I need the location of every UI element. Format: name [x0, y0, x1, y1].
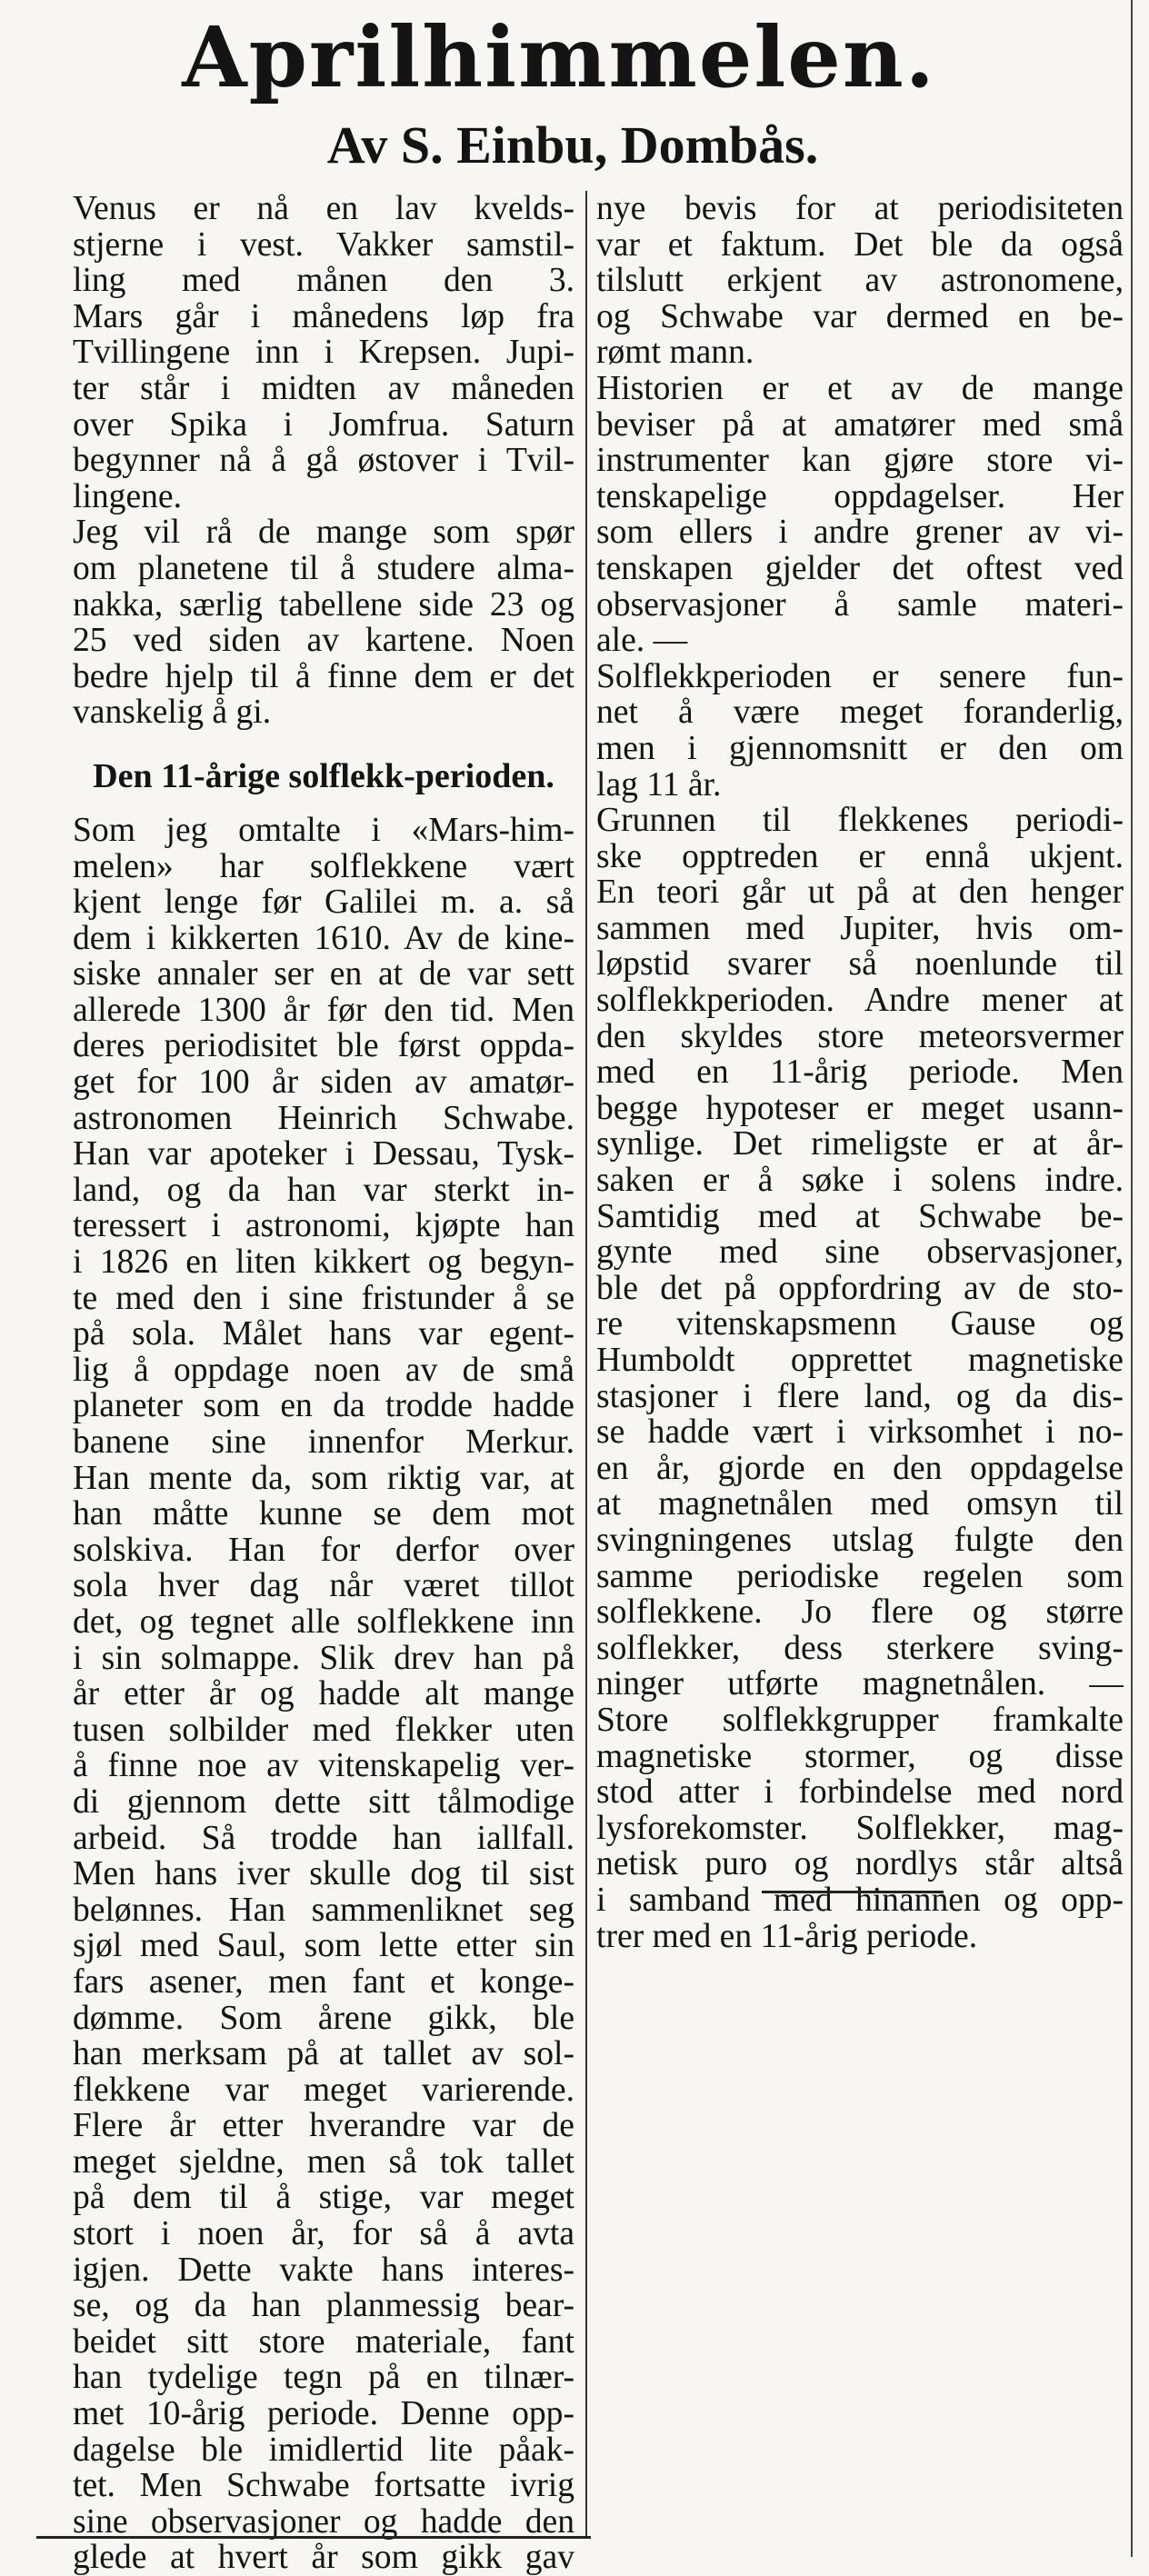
text-line: tet. Men Schwabe fortsatte ivrig [73, 2468, 574, 2504]
text-line: lig å oppdage noen av de små [73, 1352, 574, 1389]
text-line: deres periodisitet ble først oppda- [73, 1028, 574, 1065]
text-line: glede at hvert år som gikk gav [73, 2540, 574, 2576]
text-line: ninger utførte magnetnålen. — [596, 1666, 1124, 1702]
article-column-left [73, 191, 574, 2576]
text-line: tilslutt erkjent av astronomene, [596, 263, 1124, 299]
text-line: gynte med sine observasjoner, [596, 1234, 1124, 1271]
end-rule-right [762, 1891, 944, 1893]
text-line: Grunnen til flekkenes periodi- [596, 803, 1124, 839]
text-line: han tydelige tegn på en tilnær- [73, 2360, 574, 2397]
text-line: se hadde vært i virksomhet i no- [596, 1414, 1124, 1451]
text-line: teressert i astronomi, kjøpte han [73, 1208, 574, 1245]
section-subheading: Den 11-årige solflekk-perioden. [93, 756, 555, 795]
text-line: get for 100 år siden av amatør- [73, 1064, 574, 1101]
text-line: stjerne i vest. Vakker samstil- [73, 226, 574, 264]
text-line: og Schwabe var dermed en be- [596, 298, 1124, 335]
text-line: Humboldt opprettet magnetiske [596, 1343, 1124, 1379]
text-line: Historien er et av de mange [596, 370, 1124, 407]
page-edge-rule [1131, 0, 1133, 2557]
text-line: stod atter i forbindelse med nord [596, 1774, 1124, 1811]
text-line: instrumenter kan gjøre store vi- [596, 443, 1124, 479]
text-line: i sin solmappe. Slik drev han på [73, 1640, 574, 1677]
text-line: på dem til å stige, var meget [73, 2180, 574, 2217]
text-line: solflekkperioden. Andre mener at [596, 983, 1124, 1019]
text-line: år etter år og hadde alt mange [73, 1676, 574, 1712]
text-line: allerede 1300 år før den tid. Men [73, 992, 574, 1029]
text-line: solflekker, dess sterkere sving- [596, 1630, 1124, 1667]
text-line: i samband med hinannen og opp- [596, 1882, 1124, 1919]
text-line: som ellers i andre grener av vi- [596, 514, 1124, 551]
text-line: Jeg vil rå de mange som spør [73, 514, 574, 551]
text-line: ble det på oppfordring av de sto- [596, 1270, 1124, 1307]
text-line: te med den i sine fristunder å se [73, 1280, 574, 1317]
text-line: dømme. Som årene gikk, ble [73, 2000, 574, 2037]
text-line: han måtte kunne se dem mot [73, 1496, 574, 1533]
text-line: siske annaler ser en at de var sett [73, 956, 574, 993]
text-line: belønnes. Han sammenliknet seg [73, 1892, 574, 1929]
text-line: tenskapelige oppdagelser. Her [596, 478, 1124, 515]
text-line: Han mente da, som riktig var, at [73, 1460, 574, 1497]
text-line: på sola. Målet hans var egent- [73, 1316, 574, 1353]
text-line: observasjoner å samle materi- [596, 586, 1124, 624]
text-line: planeter som en da trodde hadde [73, 1388, 574, 1424]
end-rule-left [36, 2536, 591, 2539]
text-line: beviser på at amatører med små [596, 406, 1124, 444]
text-line: lysforekomster. Solflekker, mag- [596, 1810, 1124, 1847]
text-line: dagelse ble imidlertid lite påak- [73, 2431, 574, 2469]
text-line: var et faktum. Det ble da også [596, 226, 1124, 264]
article-column-right [596, 191, 1124, 1954]
text-line: land, og da han var sterkt in- [73, 1172, 574, 1209]
text-line: di gjennom dette sitt tålmodige [73, 1783, 574, 1821]
text-line: ling med månen den 3. [73, 263, 574, 299]
text-line: om planetene til å studere alma- [73, 550, 574, 587]
text-line: med en 11-årig periode. Men [596, 1054, 1124, 1091]
text-line: løpstid svarer så noenlunde til [596, 946, 1124, 983]
text-line: En teori går ut på at den henger [596, 874, 1124, 911]
column-divider [585, 191, 587, 2536]
text-line: 25 ved siden av kartene. Noen [73, 623, 574, 659]
text-line: sola hver dag når været tillot [73, 1568, 574, 1604]
text-line: det, og tegnet alle solflekkene inn [73, 1603, 574, 1641]
text-line: kjent lenge før Galilei m. a. så [73, 884, 574, 921]
continued-text [596, 191, 1124, 1954]
text-line: bedre hjelp til å finne dem er det [73, 658, 574, 695]
text-line: Han var apoteker i Dessau, Tysk- [73, 1136, 574, 1173]
text-line: begge hypoteser er meget usann- [596, 1090, 1124, 1127]
intro-text [73, 191, 574, 731]
text-line: netisk puro og nordlys står altså [596, 1846, 1124, 1882]
text-line: sine observasjoner og hadde den [73, 2503, 574, 2541]
text-line: vanskelig å gi. [73, 694, 272, 731]
text-line: dem i kikkerten 1610. Av de kine- [73, 920, 574, 957]
text-line: magnetiske stormer, og disse [596, 1738, 1124, 1775]
text-line: re vitenskapsmenn Gause og [596, 1306, 1124, 1343]
text-line: tenskapen gjelder det oftest ved [596, 550, 1124, 587]
text-line: Men hans iver skulle dog til sist [73, 1856, 574, 1892]
text-line: Flere år etter hverandre var de [73, 2108, 574, 2144]
text-line: Mars går i månedens løp fra [73, 298, 574, 335]
text-line: net å være meget foranderlig, [596, 694, 1124, 731]
text-line: sjøl med Saul, som lette etter sin [73, 1928, 574, 1964]
text-line: saken er å søke i solens indre. [596, 1163, 1124, 1199]
text-line: ske opptreden er ennå ukjent. [596, 838, 1124, 875]
text-line: Venus er nå en lav kvelds- [73, 191, 574, 227]
text-line: Tvillingene inn i Krepsen. Jupi- [73, 334, 574, 371]
text-line: fars asener, men fant et konge- [73, 1963, 574, 2001]
text-line: meget sjeldne, men så tok tallet [73, 2143, 574, 2181]
text-line: stasjoner i flere land, og da dis- [596, 1378, 1124, 1415]
text-line: begynner nå å gå østover i Tvil- [73, 443, 574, 479]
text-line: met 10-årig periode. Denne opp- [73, 2396, 574, 2432]
text-line: over Spika i Jomfrua. Saturn [73, 406, 574, 444]
text-line: solflekkene. Jo flere og større [596, 1594, 1124, 1631]
text-line: lag 11 år. [596, 766, 722, 804]
text-line: Som jeg omtalte i «Mars-him- [73, 812, 574, 849]
text-line: Store solflekkgrupper framkalte [596, 1702, 1124, 1739]
text-line: banene sine innenfor Merkur. [73, 1424, 574, 1461]
text-line: rømt mann. [596, 334, 754, 371]
article-title: Aprilhimmelen. [182, 8, 936, 106]
text-line: melen» har solflekkene vært [73, 848, 574, 885]
text-line: stort i noen år, for så å avta [73, 2216, 574, 2252]
text-line: nakka, særlig tabellene side 23 og [73, 586, 574, 624]
text-line: astronomen Heinrich Schwabe. [73, 1100, 574, 1137]
text-line: tusen solbilder med flekker uten [73, 1712, 574, 1749]
text-line: en år, gjorde en den oppdagelse [596, 1450, 1124, 1487]
text-line: arbeid. Så trodde han iallfall. [73, 1820, 574, 1857]
text-line: lingene. [73, 478, 183, 515]
text-line: at magnetnålen med omsyn til [596, 1486, 1124, 1523]
text-line: flekkene var meget varierende. [73, 2072, 574, 2109]
text-line: beidet sitt store materiale, fant [73, 2323, 574, 2361]
text-line: nye bevis for at periodisiteten [596, 191, 1124, 227]
text-line: samme periodiske regelen som [596, 1558, 1124, 1595]
solflekk-text [73, 813, 574, 2576]
text-line: svingningenes utslag fulgte den [596, 1522, 1124, 1559]
text-line: solskiva. Han for derfor over [73, 1532, 574, 1569]
text-line: den skyldes store meteorsvermer [596, 1018, 1124, 1055]
text-line: sammen med Jupiter, hvis om- [596, 910, 1124, 947]
article-byline: Av S. Einbu, Dombås. [326, 115, 819, 175]
text-line: se, og da han planmessig bear- [73, 2288, 574, 2324]
text-line: synlige. Det rimeligste er at år- [596, 1126, 1124, 1163]
text-line: trer med en 11-årig periode. [596, 1918, 978, 1955]
text-line: han merksam på at tallet av sol- [73, 2036, 574, 2072]
text-line: ter står i midten av måneden [73, 370, 574, 407]
text-line: å finne noe av vitenskapelig ver- [73, 1748, 574, 1784]
text-line: Solflekkperioden er senere fun- [596, 658, 1124, 695]
text-line: i 1826 en liten kikkert og begyn- [73, 1244, 574, 1281]
text-line: Samtidig med at Schwabe be- [596, 1198, 1124, 1235]
text-line: ale. — [596, 623, 688, 659]
text-line: men i gjennomsnitt er den om [596, 730, 1124, 767]
text-line: igjen. Dette vakte hans interes- [73, 2252, 574, 2289]
